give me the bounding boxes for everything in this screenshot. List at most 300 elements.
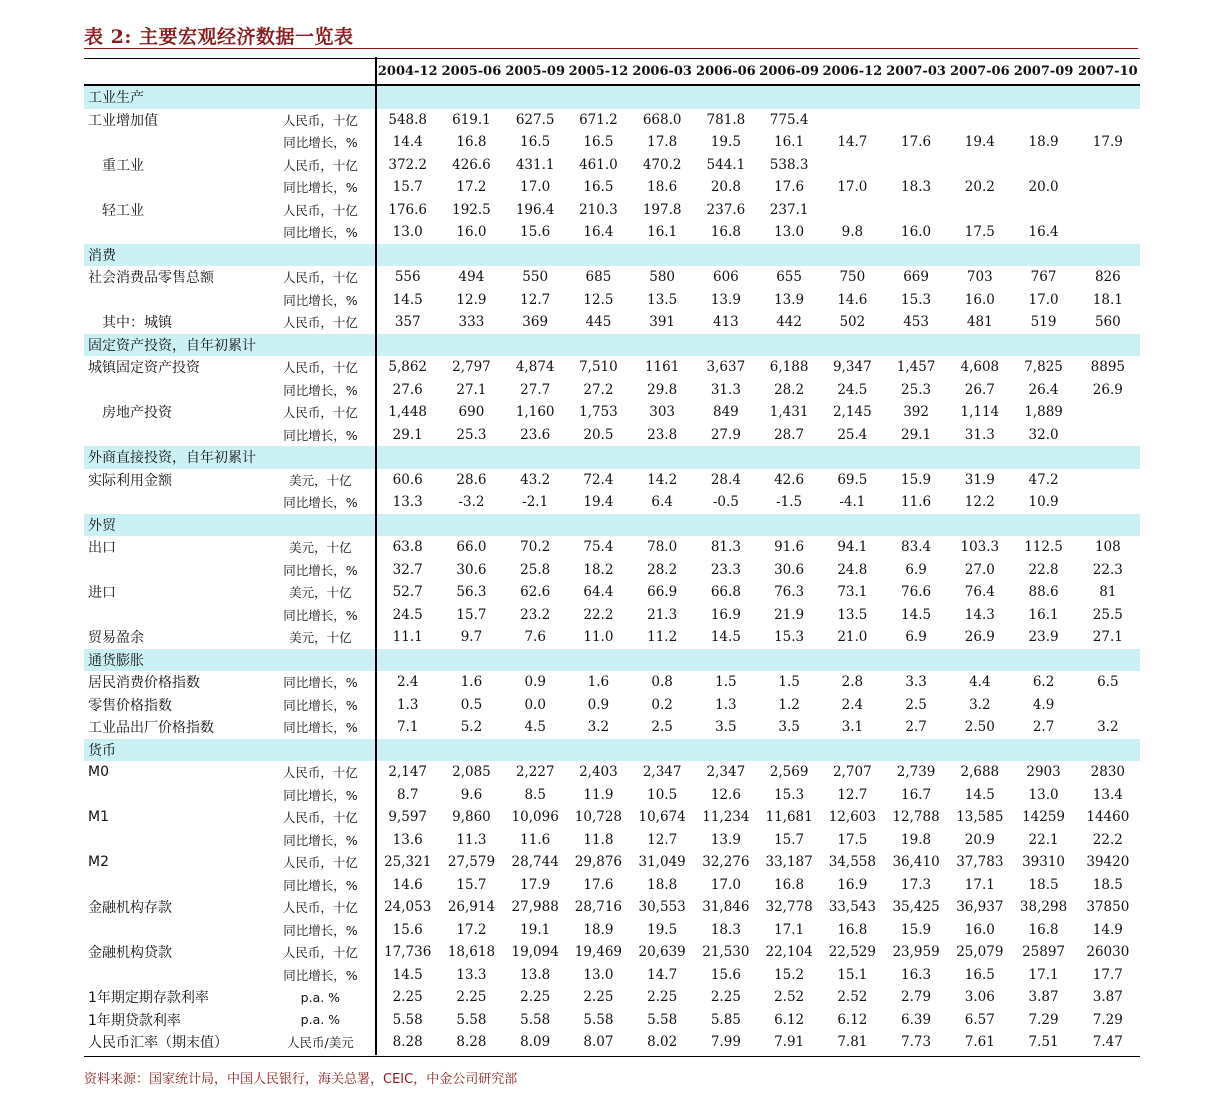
data-cell [884, 109, 948, 132]
row-unit: p.a. % [300, 989, 341, 1005]
data-cell: 19,094 [511, 944, 559, 961]
data-cell: 775.4 [769, 111, 809, 128]
data-cell: 6.2 [1032, 674, 1055, 691]
column-header: 2006-09 [758, 59, 821, 86]
data-cell: 22,104 [765, 944, 813, 961]
data-cell: 6.4 [651, 494, 673, 511]
data-cell: 11,681 [765, 809, 813, 826]
data-cell: 31.9 [964, 471, 995, 488]
data-cell: 6.12 [774, 1011, 805, 1028]
data-cell: 31,049 [638, 854, 686, 871]
data-cell: 28.2 [774, 381, 805, 398]
row-label: 工业品出厂价格指数 [88, 720, 214, 737]
data-cell: 66.9 [647, 584, 678, 601]
data-cell [1011, 109, 1075, 132]
data-cell: 2.25 [392, 989, 423, 1006]
data-cell: 7.81 [837, 1034, 868, 1051]
column-header: 2007-06 [948, 59, 1011, 86]
data-cell: 16.5 [520, 134, 551, 151]
data-cell: 461.0 [579, 156, 618, 173]
table-title: 表 2: 主要宏观经济数据一览表 [84, 26, 354, 48]
row-unit: 同比增长，% [283, 180, 358, 196]
data-cell: 2.52 [837, 989, 868, 1006]
data-cell: 12.6 [710, 786, 741, 803]
data-cell: 627.5 [515, 111, 555, 128]
row-unit: 人民币，十亿 [282, 855, 358, 871]
data-cell: 12.9 [456, 291, 487, 308]
data-cell: 17.9 [1092, 134, 1123, 151]
data-cell: 15.7 [456, 606, 487, 623]
row-unit: p.a. % [300, 1012, 341, 1028]
data-cell: 16.5 [964, 966, 995, 983]
row-label: M0 [88, 764, 109, 781]
data-cell: 13.0 [774, 224, 805, 241]
data-cell: 17.6 [774, 179, 805, 196]
data-cell: 19.5 [647, 921, 678, 938]
data-cell: 2830 [1090, 764, 1126, 781]
data-cell: 11.2 [647, 629, 678, 646]
data-cell: 196.4 [515, 201, 555, 218]
data-cell: 7.6 [524, 629, 546, 646]
data-cell: 62.6 [520, 584, 551, 601]
data-cell: 75.4 [583, 539, 614, 556]
data-cell: 22.8 [1028, 561, 1059, 578]
data-cell: 16.1 [1028, 606, 1059, 623]
data-cell: 2.50 [964, 719, 995, 736]
row-label: 金融机构贷款 [88, 945, 172, 962]
row-unit: 同比增长，% [283, 562, 358, 578]
column-separator [375, 57, 377, 1055]
data-cell: 22.3 [1092, 561, 1123, 578]
row-label [84, 964, 265, 987]
header-row [84, 59, 1140, 86]
row-label: 1年期定期存款利率 [88, 990, 209, 1007]
data-cell: 22.2 [1092, 831, 1123, 848]
row-label: 进口 [88, 585, 116, 602]
data-cell: 17.2 [456, 179, 487, 196]
data-cell: 13.0 [392, 224, 423, 241]
data-cell: 303 [649, 404, 676, 421]
row-unit: 同比增长，% [283, 922, 358, 938]
data-cell: 16.5 [583, 179, 614, 196]
data-cell: 5.2 [460, 719, 483, 736]
data-cell: 12.7 [837, 786, 868, 803]
data-cell: 2,347 [642, 764, 682, 781]
data-cell: 19.4 [964, 134, 995, 151]
data-cell: 20.5 [583, 426, 614, 443]
data-cell: 12.2 [964, 494, 995, 511]
data-cell: 21.0 [837, 629, 868, 646]
row-unit: 人民币，十亿 [282, 270, 358, 286]
data-cell: 14.3 [964, 606, 995, 623]
data-cell: 94.1 [837, 539, 868, 556]
data-cell: 15.1 [837, 966, 868, 983]
data-cell: 4.9 [1032, 696, 1055, 713]
data-cell: 19.4 [583, 494, 614, 511]
data-cell: 81 [1099, 584, 1117, 601]
data-cell: 28,744 [511, 854, 559, 871]
data-cell: 43.2 [520, 471, 551, 488]
section-label: 工业生产 [84, 85, 376, 109]
data-cell: 3.1 [841, 719, 864, 736]
data-cell: 8.28 [456, 1034, 487, 1051]
data-cell: 11.3 [456, 831, 487, 848]
data-cell: 18.8 [647, 876, 678, 893]
section-fill [376, 739, 1140, 762]
section-row [84, 739, 1140, 762]
row-label [84, 604, 265, 627]
table-row [84, 694, 1140, 717]
data-cell: -4.1 [839, 494, 866, 511]
data-cell: 22.1 [1028, 831, 1059, 848]
data-cell: 27.6 [392, 381, 423, 398]
data-cell: 17.8 [647, 134, 678, 151]
data-cell: 27.1 [1092, 629, 1123, 646]
data-cell: 26.9 [1092, 381, 1123, 398]
data-cell [948, 154, 1011, 177]
data-cell: -0.5 [712, 494, 739, 511]
data-cell: 12.7 [520, 291, 551, 308]
data-cell: 29.1 [901, 426, 932, 443]
data-cell: 27.1 [456, 381, 487, 398]
data-cell: 5.58 [647, 1011, 678, 1028]
data-cell: 81.3 [710, 539, 741, 556]
row-label: 贸易盈余 [88, 630, 144, 647]
data-cell: 9.6 [460, 786, 483, 803]
data-cell: 17.7 [1092, 966, 1123, 983]
data-cell: 37,783 [956, 854, 1004, 871]
data-cell: 1.6 [460, 674, 483, 691]
data-cell: 16.8 [456, 134, 487, 151]
data-cell: 25,321 [384, 854, 432, 871]
data-cell: 25.3 [456, 426, 487, 443]
data-cell: 12,603 [828, 809, 876, 826]
data-cell: 1,889 [1024, 404, 1063, 421]
row-unit: 同比增长，% [283, 877, 358, 893]
data-cell: 0.5 [460, 696, 483, 713]
data-cell: 31.3 [710, 381, 741, 398]
data-cell: 25.4 [837, 426, 868, 443]
data-cell: 7.51 [1028, 1034, 1059, 1051]
data-cell [1076, 491, 1140, 514]
data-cell: 20,639 [638, 944, 686, 961]
data-cell: 27.9 [710, 426, 741, 443]
row-unit: 美元，十亿 [289, 540, 352, 556]
data-cell: 4,608 [960, 359, 1000, 376]
data-cell: 32,276 [702, 854, 750, 871]
data-cell: 14.5 [901, 606, 932, 623]
data-cell [821, 109, 884, 132]
data-cell: 17.0 [520, 179, 551, 196]
data-cell [821, 199, 884, 222]
row-unit: 人民币/美元 [287, 1035, 354, 1051]
data-cell: 1,160 [515, 404, 555, 421]
row-label: M1 [88, 809, 109, 826]
data-cell: 19,469 [574, 944, 623, 961]
data-cell: 6.9 [905, 629, 927, 646]
data-cell: 66.0 [456, 539, 487, 556]
data-cell: 10.5 [647, 786, 678, 803]
row-label: 工业增加值 [88, 112, 158, 129]
data-cell: 3.3 [905, 674, 927, 691]
row-unit: 同比增长，% [283, 427, 358, 443]
data-cell: 826 [1094, 269, 1121, 286]
data-cell [1076, 424, 1140, 447]
data-cell: 18.3 [901, 179, 932, 196]
data-cell: 12.5 [583, 291, 614, 308]
data-cell: 20.9 [964, 831, 995, 848]
row-unit: 人民币，十亿 [282, 360, 358, 376]
data-cell: 6,188 [769, 359, 809, 376]
data-cell: 10.9 [1028, 494, 1059, 511]
section-row [84, 649, 1140, 672]
section-label: 外商直接投资，自年初累计 [84, 446, 376, 469]
data-cell: 7.29 [1028, 1011, 1059, 1028]
row-unit: 同比增长，% [283, 967, 358, 983]
data-cell: 2.4 [841, 696, 864, 713]
data-cell: 17,736 [384, 944, 432, 961]
row-label: 实际利用金额 [88, 472, 172, 489]
row-unit: 同比增长，% [283, 787, 358, 803]
data-cell: 445 [585, 314, 612, 331]
row-label: 金融机构存款 [88, 900, 172, 917]
data-cell: 112.5 [1024, 539, 1063, 556]
data-cell: 29.8 [647, 381, 678, 398]
data-cell [948, 199, 1011, 222]
data-cell: 36,410 [892, 854, 940, 871]
data-cell: 556 [394, 269, 421, 286]
data-cell: 14460 [1086, 809, 1130, 826]
data-cell: 16.9 [710, 606, 741, 623]
data-cell [1076, 221, 1140, 244]
data-cell: 560 [1094, 314, 1121, 331]
data-cell: 13,585 [956, 809, 1004, 826]
data-cell: 668.0 [642, 111, 682, 128]
data-cell: 32,778 [765, 899, 813, 916]
data-cell: 18.5 [1092, 876, 1123, 893]
data-cell: 192.5 [452, 201, 491, 218]
data-cell [1076, 109, 1140, 132]
table-row [84, 221, 1140, 244]
data-cell: 28,716 [574, 899, 623, 916]
section-row [84, 446, 1140, 469]
data-cell: 7.99 [710, 1034, 741, 1051]
data-cell: 0.9 [587, 696, 610, 713]
row-unit: 同比增长，% [283, 135, 358, 151]
data-cell: 6.57 [964, 1011, 995, 1028]
data-cell: 1,457 [896, 359, 936, 376]
row-label: 房地产投资 [102, 405, 172, 422]
table-row [84, 154, 1140, 177]
data-cell: 767 [1030, 269, 1057, 286]
data-cell: 23.2 [520, 606, 551, 623]
data-cell: 18,618 [447, 944, 496, 961]
data-cell: 15.2 [774, 966, 805, 983]
data-cell: 2,797 [452, 359, 491, 376]
data-cell: 16.8 [774, 876, 805, 893]
row-unit: 人民币，十亿 [282, 202, 358, 218]
row-unit: 同比增长，% [283, 675, 358, 691]
section-label: 消费 [84, 244, 376, 267]
row-label: 重工业 [102, 157, 144, 174]
data-cell: 16.4 [583, 224, 614, 241]
table-row [84, 469, 1140, 492]
data-cell: 14.4 [392, 134, 423, 151]
row-unit: 美元，十亿 [289, 585, 352, 601]
data-cell: 76.6 [901, 584, 932, 601]
section-row [84, 334, 1140, 357]
data-cell: 2.25 [456, 989, 487, 1006]
data-cell: 10,728 [574, 809, 623, 826]
data-cell: 37850 [1086, 899, 1130, 916]
data-cell: 23.6 [520, 426, 551, 443]
data-cell: 13.0 [583, 966, 614, 983]
column-header: 2006-12 [821, 59, 884, 86]
table-row [84, 806, 1140, 829]
table-row [84, 559, 1140, 582]
table-row [84, 424, 1140, 447]
row-label: 零售价格指数 [88, 697, 172, 714]
row-unit: 人民币，十亿 [282, 157, 358, 173]
data-cell: 18.9 [583, 921, 614, 938]
data-cell: 11.0 [583, 629, 614, 646]
data-cell: 15.9 [901, 471, 932, 488]
data-cell: 369 [522, 314, 549, 331]
data-cell: 23.9 [1028, 629, 1059, 646]
section-label: 固定资产投资，自年初累计 [84, 334, 376, 357]
data-cell: 392 [903, 404, 929, 421]
data-cell: 13.9 [710, 291, 741, 308]
data-cell: 1.3 [396, 696, 419, 713]
data-cell: 11.9 [583, 786, 614, 803]
data-cell: 3.87 [1028, 989, 1059, 1006]
data-cell: 24.8 [837, 561, 868, 578]
data-cell [1076, 176, 1140, 199]
row-label: 其中：城镇 [102, 315, 172, 332]
data-cell: 47.2 [1028, 471, 1059, 488]
row-label: 轻工业 [102, 202, 144, 219]
data-cell: 52.7 [392, 584, 423, 601]
section-fill [376, 514, 1140, 537]
data-cell: 16.0 [901, 224, 932, 241]
data-cell: 16.4 [1028, 224, 1059, 241]
row-label [84, 784, 265, 807]
data-cell: 3.87 [1092, 989, 1123, 1006]
data-cell: 18.1 [1092, 291, 1123, 308]
data-cell: 21,530 [702, 944, 750, 961]
data-cell: 13.5 [837, 606, 868, 623]
data-cell: 2,347 [706, 764, 746, 781]
data-cell: 7.61 [964, 1034, 995, 1051]
row-label: 出口 [88, 540, 116, 557]
table-row [84, 581, 1140, 604]
data-cell [821, 154, 884, 177]
data-cell: 14.9 [1092, 921, 1123, 938]
row-unit: 人民币，十亿 [282, 945, 358, 961]
table-row [84, 941, 1140, 964]
data-cell: 13.5 [647, 291, 678, 308]
data-cell: 17.1 [964, 876, 995, 893]
data-cell: 2.4 [396, 674, 419, 691]
data-cell: 83.4 [901, 539, 932, 556]
data-cell: 17.5 [837, 831, 868, 848]
data-cell: 2.5 [905, 696, 927, 713]
table-row [84, 1009, 1140, 1032]
data-cell: 13.9 [774, 291, 805, 308]
column-header: 2005-12 [567, 59, 630, 86]
data-cell: 66.8 [710, 584, 741, 601]
table-row [84, 109, 1140, 132]
data-cell: 17.6 [583, 876, 614, 893]
data-cell: 3,637 [706, 359, 746, 376]
data-cell: 431.1 [515, 156, 555, 173]
column-header: 2007-03 [884, 59, 948, 86]
row-label [84, 379, 265, 402]
row-label [84, 559, 265, 582]
data-cell: 11.6 [901, 494, 932, 511]
data-cell: 13.3 [392, 494, 423, 511]
data-cell: 333 [458, 314, 485, 331]
data-cell: 16.8 [837, 921, 868, 938]
data-cell: 17.9 [520, 876, 551, 893]
data-cell: 15.6 [710, 966, 741, 983]
data-cell: 21.3 [647, 606, 678, 623]
data-cell: 176.6 [388, 201, 428, 218]
data-cell: 18.5 [1028, 876, 1059, 893]
row-unit: 同比增长，% [283, 382, 358, 398]
row-label: 1年期贷款利率 [88, 1012, 181, 1029]
data-cell: 23.3 [710, 561, 741, 578]
data-cell: 14.5 [392, 966, 423, 983]
data-cell: 25.8 [520, 561, 551, 578]
data-cell: 27.2 [583, 381, 614, 398]
table-row [84, 716, 1140, 739]
data-cell [1011, 154, 1075, 177]
data-cell [1011, 199, 1075, 222]
data-cell: 70.2 [520, 539, 551, 556]
table-row [84, 626, 1140, 649]
data-cell: 22,529 [828, 944, 876, 961]
data-cell: 13.0 [1028, 786, 1059, 803]
data-cell: 18.3 [710, 921, 741, 938]
data-cell: 36,937 [956, 899, 1004, 916]
data-cell: 2,147 [388, 764, 428, 781]
source-note: 资料来源：国家统计局，中国人民银行，海关总署，CEIC，中金公司研究部 [84, 1072, 518, 1087]
data-cell: 12.7 [647, 831, 678, 848]
data-cell: 4,874 [515, 359, 555, 376]
data-cell: 17.0 [837, 179, 868, 196]
data-cell: 21.9 [774, 606, 805, 623]
section-fill [376, 85, 1140, 109]
section-label: 外贸 [84, 514, 376, 537]
data-cell: 8.02 [647, 1034, 678, 1051]
table-bottom-rule [84, 1056, 1140, 1057]
data-cell: 357 [394, 314, 421, 331]
data-cell: 1.6 [587, 674, 610, 691]
data-cell: 502 [839, 314, 866, 331]
data-cell: 2.79 [901, 989, 932, 1006]
data-cell: 1,753 [579, 404, 618, 421]
data-cell: 3.06 [964, 989, 995, 1006]
data-cell: 7,510 [579, 359, 618, 376]
data-cell: 8.5 [524, 786, 546, 803]
data-cell: 16.8 [710, 224, 741, 241]
data-cell: 2.25 [710, 989, 741, 1006]
data-cell: 3.5 [778, 719, 800, 736]
row-label [84, 919, 265, 942]
data-cell: 5.58 [520, 1011, 551, 1028]
data-cell: 15.7 [456, 876, 487, 893]
